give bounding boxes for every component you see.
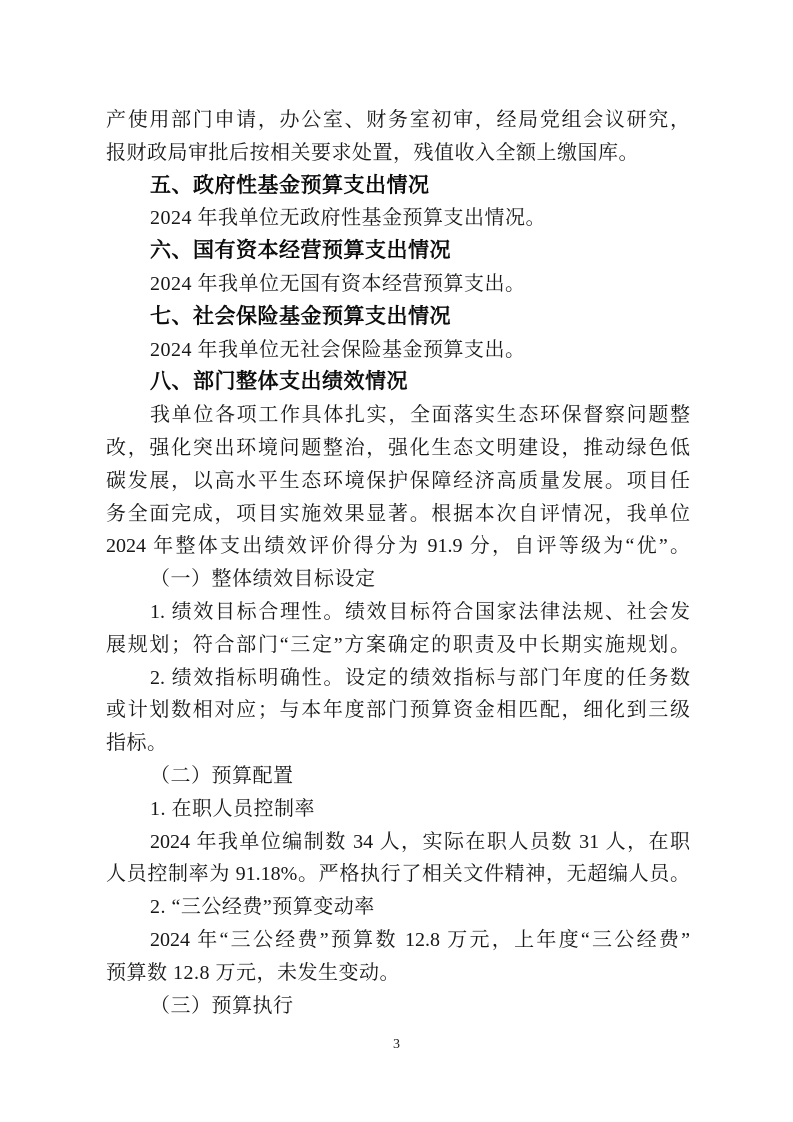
subsection-heading: （一）整体绩效目标设定 [150, 568, 376, 591]
page-footer [0, 1036, 793, 1054]
body-line: 2024 年我单位编制数 34 人，实际在职人员数 31 人，在职 [150, 830, 690, 853]
body-line: 指标。 [106, 732, 168, 755]
body-line: 1. 在职人员控制率 [150, 797, 315, 820]
section-heading: 七、社会保险基金预算支出情况 [150, 304, 451, 328]
body-line: 产使用部门申请，办公室、财务室初审，经局党组会议研究， [106, 109, 690, 131]
body-line: 2024 年整体支出绩效评价得分为 91.9 分，自评等级为“优”。 [106, 535, 690, 558]
body-line: 务全面完成，项目实施效果显著。根据本次自评情况，我单位 [106, 502, 690, 525]
section-heading: 五、政府性基金预算支出情况 [150, 173, 430, 197]
body-line: 2. “三公经费”预算变动率 [150, 896, 375, 919]
subsection-heading: （二）预算配置 [150, 764, 294, 787]
body-line: 我单位各项工作具体扎实，全面落实生态环保督察问题整 [150, 404, 690, 427]
body-line: 碳发展，以高水平生态环境保护保障经济高质量发展。项目任 [106, 469, 690, 492]
body-line: 2024 年我单位无国有资本经营预算支出。 [150, 272, 526, 295]
body-line: 预算数 12.8 万元，未发生变动。 [106, 961, 400, 984]
section-heading: 八、部门整体支出绩效情况 [150, 370, 408, 394]
body-line: 2024 年我单位无政府性基金预算支出情况。 [150, 207, 546, 230]
section-heading: 六、国有资本经营预算支出情况 [150, 239, 451, 263]
body-line: 报财政局审批后按相关要求处置，残值收入全额上缴国库。 [106, 141, 639, 164]
subsection-heading: （三）预算执行 [150, 994, 294, 1017]
body-line: 展规划；符合部门“三定”方案确定的职责及中长期实施规划。 [106, 633, 690, 656]
body-line: 1. 绩效目标合理性。绩效目标符合国家法律法规、社会发 [150, 600, 690, 623]
body-line: 2024 年我单位无社会保险基金预算支出。 [150, 338, 526, 361]
body-line: 2024 年“三公经费”预算数 12.8 万元，上年度“三公经费” [150, 928, 690, 951]
document-body [106, 104, 690, 1022]
body-line: 改，强化突出环境问题整治，强化生态文明建设，推动绿色低 [106, 436, 690, 459]
page-number: 3 [393, 1037, 400, 1052]
body-line: 或计划数相对应；与本年度部门预算资金相匹配，细化到三级 [106, 699, 690, 722]
body-line: 2. 绩效指标明确性。设定的绩效指标与部门年度的任务数 [150, 666, 690, 689]
body-line: 人员控制率为 91.18%。严格执行了相关文件精神，无超编人员。 [106, 863, 690, 886]
